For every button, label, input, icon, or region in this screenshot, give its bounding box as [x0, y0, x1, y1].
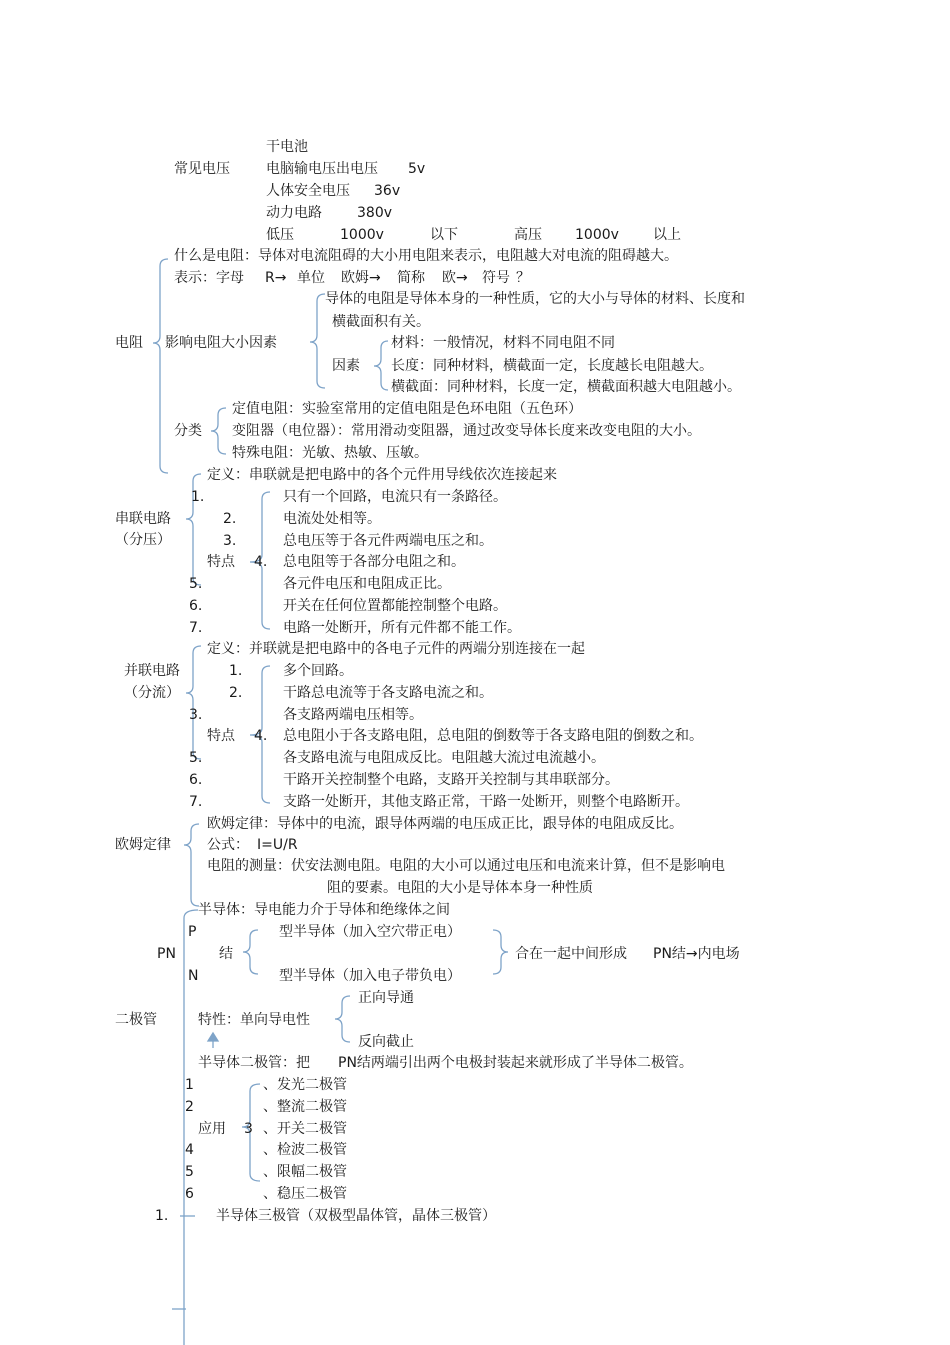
- parallel-item: 多个回路。: [283, 663, 353, 679]
- series-item: 各元件电压和电阻成正比。: [283, 576, 451, 592]
- factors-line-2: 横截面积有关。: [332, 314, 430, 330]
- app-num: 4: [185, 1142, 194, 1158]
- series-item: 总电阻等于各部分电阻之和。: [283, 554, 465, 570]
- series-num: 4.: [254, 554, 268, 570]
- app-item: 、限幅二极管: [263, 1164, 347, 1180]
- series-item: 电流处处相等。: [283, 511, 381, 527]
- classification-label: 分类: [174, 423, 202, 439]
- fixed-resistor: 定值电阻：实验室常用的定值电阻是色环电阻（五色环）: [232, 401, 582, 417]
- transistor-num: 1.: [155, 1208, 169, 1224]
- n-type: 型半导体（加入电子带负电）: [279, 968, 461, 984]
- parallel-num: 6.: [189, 772, 203, 788]
- n-label: N: [188, 968, 199, 984]
- special-resistor: 特殊电阻：光敏、热敏、压敏。: [232, 445, 428, 461]
- pc-voltage: 电脑输电压出电压: [266, 161, 378, 177]
- series-subtitle: （分压）: [115, 532, 171, 548]
- parallel-item: 各支路两端电压相等。: [283, 707, 423, 723]
- series-num: 7.: [189, 620, 203, 636]
- factors-line-1: 导体的电阻是导体本身的一种性质，它的大小与导体的材料、长度和: [325, 291, 745, 307]
- series-title: 串联电路: [115, 511, 171, 527]
- diode-def-b: PN结两端引出两个电极封装起来就形成了半导体二极管。: [338, 1055, 693, 1071]
- series-num: 6.: [189, 598, 203, 614]
- forward-conduction: 正向导通: [358, 990, 414, 1006]
- series-num: 3.: [223, 533, 237, 549]
- parallel-num: 5.: [189, 750, 203, 766]
- series-item: 开关在任何位置都能控制整个电路。: [283, 598, 507, 614]
- resistance-abbr: 简称: [397, 270, 425, 286]
- high-voltage-value: 1000v: [575, 227, 619, 243]
- reverse-cutoff: 反向截止: [358, 1034, 414, 1050]
- factor-length: 长度：同种材料，横截面一定，长度越长电阻越大。: [391, 358, 713, 374]
- app-num: 1: [185, 1077, 194, 1093]
- diode-property: 特性：单向导电性: [198, 1012, 310, 1028]
- parallel-item: 总电阻小于各支路电阻，总电阻的倒数等于各支路电阻的倒数之和。: [283, 728, 703, 744]
- p-type: 型半导体（加入空穴带正电）: [279, 924, 461, 940]
- resistance-title: 电阻: [115, 335, 143, 351]
- series-num: 5.: [189, 576, 203, 592]
- ohm-law: 欧姆定律：导体中的电流，跟导体两端的电压成正比，跟导体的电阻成反比。: [207, 816, 683, 832]
- factor-area: 横截面：同种材料，长度一定，横截面积越大电阻越小。: [391, 379, 741, 395]
- parallel-title: 并联电路: [124, 663, 180, 679]
- parallel-num: 1.: [229, 663, 243, 679]
- pc-voltage-value: 5v: [408, 161, 426, 177]
- series-num: 2.: [223, 511, 237, 527]
- ohm-measure-1: 电阻的测量：伏安法测电阻。电阻的大小可以通过电压和电流来计算，但不是影响电: [207, 858, 725, 874]
- pn-result: PN结→内电场: [653, 946, 740, 962]
- app-item: 、开关二极管: [263, 1121, 347, 1137]
- parallel-num: 4.: [254, 728, 268, 744]
- junction-label: 结: [219, 946, 233, 962]
- safe-voltage: 人体安全电压: [266, 183, 350, 199]
- app-num: 5: [185, 1164, 194, 1180]
- transistor-text: 半导体三极管（双极型晶体管，晶体三极管）: [216, 1208, 496, 1224]
- dry-battery: 干电池: [266, 139, 308, 155]
- parallel-definition: 定义：并联就是把电路中的各电子元件的两端分别连接在一起: [207, 641, 585, 657]
- parallel-feature-label: 特点: [207, 728, 235, 744]
- low-voltage: 低压: [266, 227, 294, 243]
- variable-resistor: 变阻器（电位器）：常用滑动变阻器，通过改变导体长度来改变电阻的大小。: [232, 423, 701, 439]
- app-num: 3: [244, 1121, 253, 1137]
- factor-label: 因素: [332, 358, 360, 374]
- resistance-symbol: 符号: [482, 270, 510, 286]
- ohm-title: 欧姆定律: [115, 837, 171, 853]
- parallel-num: 2.: [229, 685, 243, 701]
- high-voltage: 高压: [514, 227, 542, 243]
- resistance-definition: 什么是电阻：导体对电流阻碍的大小用电阻来表示，电阻越大对电流的阻碍越大。: [174, 248, 678, 264]
- power-voltage-value: 380v: [357, 205, 393, 221]
- resistance-symbol-q: ？: [516, 270, 530, 286]
- p-label: P: [188, 924, 197, 940]
- parallel-num: 3.: [189, 707, 203, 723]
- app-item: 、发光二极管: [263, 1077, 347, 1093]
- resistance-repr-r: R→: [265, 270, 287, 286]
- app-item: 、检波二极管: [263, 1142, 347, 1158]
- above-label: 以上: [653, 227, 681, 243]
- safe-voltage-value: 36v: [374, 183, 401, 199]
- ohm-formula-label: 公式：: [207, 837, 249, 853]
- parallel-subtitle: （分流）: [124, 685, 180, 701]
- diode-title: 二极管: [115, 1012, 157, 1028]
- series-item: 电路一处断开，所有元件都不能工作。: [283, 620, 521, 636]
- series-item: 只有一个回路，电流只有一条路径。: [283, 489, 507, 505]
- series-num: 1.: [191, 489, 205, 505]
- parallel-item: 干路开关控制整个电路，支路开关控制与其串联部分。: [283, 772, 619, 788]
- series-definition: 定义：串联就是把电路中的各个元件用导线依次连接起来: [207, 467, 557, 483]
- power-voltage: 动力电路: [266, 205, 322, 221]
- factors-title: 影响电阻大小因素: [165, 335, 277, 351]
- resistance-repr: 表示：字母: [174, 270, 244, 286]
- parallel-item: 干路总电流等于各支路电流之和。: [283, 685, 493, 701]
- semiconductor-def: 半导体：导电能力介于导体和绝缘体之间: [198, 902, 450, 918]
- voltage-title: 常见电压: [174, 161, 230, 177]
- series-feature-label: 特点: [207, 554, 235, 570]
- diode-def-a: 半导体二极管：把: [198, 1055, 310, 1071]
- ohm-formula: I=U/R: [257, 837, 298, 853]
- resistance-abbr-value: 欧→: [442, 270, 468, 286]
- application-label: 应用: [198, 1121, 226, 1137]
- parallel-item: 各支路电流与电阻成反比。电阻越大流过电流越小。: [283, 750, 605, 766]
- resistance-unit: 单位: [297, 270, 325, 286]
- series-item: 总电压等于各元件两端电压之和。: [283, 533, 493, 549]
- ohm-measure-2: 阻的要素。电阻的大小是导体本身一种性质: [327, 880, 593, 896]
- resistance-ohm: 欧姆→: [341, 270, 381, 286]
- app-item: 、整流二极管: [263, 1099, 347, 1115]
- pn-label: PN: [157, 946, 176, 962]
- combine-text: 合在一起中间形成: [515, 946, 627, 962]
- app-item: 、稳压二极管: [263, 1186, 347, 1202]
- low-voltage-value: 1000v: [340, 227, 384, 243]
- parallel-item: 支路一处断开，其他支路正常，干路一处断开，则整个电路断开。: [283, 794, 689, 810]
- parallel-num: 7.: [189, 794, 203, 810]
- factor-material: 材料：一般情况，材料不同电阻不同: [391, 335, 615, 351]
- app-num: 6: [185, 1186, 194, 1202]
- app-num: 2: [185, 1099, 194, 1115]
- below-label: 以下: [430, 227, 458, 243]
